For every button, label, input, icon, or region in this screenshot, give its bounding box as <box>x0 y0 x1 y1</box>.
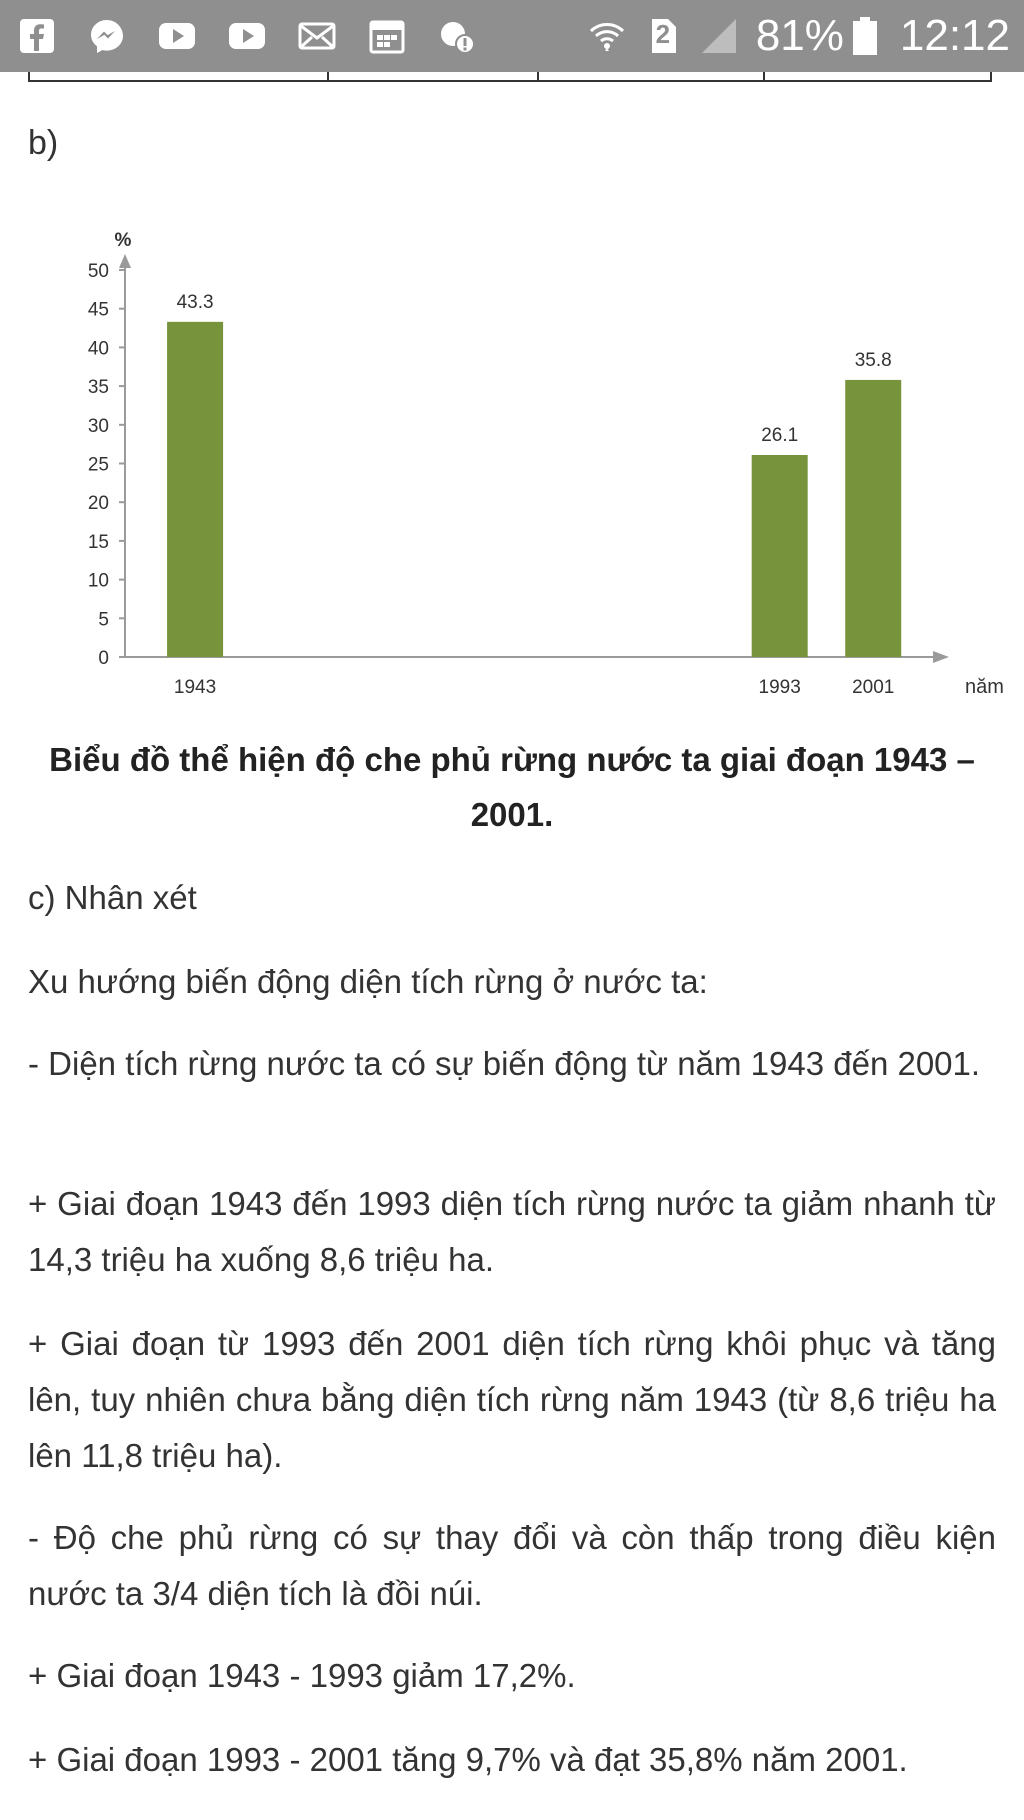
y-axis-label: % <box>114 230 132 251</box>
youtube-icon <box>228 17 266 55</box>
notification-icon <box>438 17 476 55</box>
y-tick-label: 35 <box>87 377 109 399</box>
sim-slot-number: 2 <box>655 19 671 49</box>
signal-icon <box>700 17 738 55</box>
x-tick-label: 1993 <box>758 677 801 698</box>
part-b-label: b) <box>28 124 59 162</box>
battery-icon <box>852 17 878 55</box>
chart-caption: Biểu đồ thể hiện độ che phủ rừng nước ta giai đoạn 1943 – 2001. <box>49 741 975 833</box>
paragraph: + Giai đoạn 1943 - 1993 giảm 17,2%. <box>28 1657 576 1694</box>
paragraph: Xu hướng biến động diện tích rừng ở nước ta: <box>28 963 708 1000</box>
x-tick-label: 2001 <box>852 677 895 698</box>
x-axis-arrow <box>933 651 949 663</box>
forest-cover-chart <box>60 225 1004 705</box>
wifi-icon <box>588 17 626 55</box>
paragraph: + Giai đoạn 1943 đến 1993 diện tích rừng nước ta giảm nhanh từ 14,3 triệu ha xuống 8,6 triệu ha. <box>28 1185 996 1278</box>
y-tick-label: 0 <box>98 648 109 669</box>
y-tick-label: 15 <box>87 531 109 553</box>
section-c-heading: c) Nhân xét <box>28 879 197 916</box>
bar <box>167 322 223 657</box>
x-axis-label: năm <box>965 676 1004 698</box>
facebook-icon <box>18 17 56 55</box>
bar <box>845 380 901 657</box>
table-bottom-edge <box>28 72 992 82</box>
clock: 12:12 <box>899 11 1010 60</box>
x-tick-label: 1943 <box>173 677 217 698</box>
calendar-icon <box>368 17 406 55</box>
y-tick-label: 25 <box>87 454 109 476</box>
paragraph: + Giai đoạn 1993 - 2001 tăng 9,7% và đạt 35,8% năm 2001. <box>28 1741 908 1778</box>
y-tick-label: 45 <box>87 299 109 321</box>
y-axis-arrow <box>119 254 131 268</box>
bar <box>752 455 808 657</box>
data-label: 43.3 <box>176 291 214 313</box>
youtube-icon <box>158 17 196 55</box>
data-label: 35.8 <box>854 349 892 371</box>
paragraph: - Độ che phủ rừng có sự thay đổi và còn thấp trong điều kiện nước ta 3/4 diện tích là đồi núi. <box>28 1519 996 1612</box>
y-tick-label: 10 <box>87 570 109 592</box>
y-tick-label: 20 <box>87 493 109 515</box>
table-column-divider <box>537 72 539 82</box>
sim-card-icon <box>644 17 682 55</box>
email-icon <box>298 17 336 55</box>
paragraph: + Giai đoạn từ 1993 đến 2001 diện tích rừng khôi phục và tăng lên, tuy nhiên chưa bằng diện tích rừng năm 1943 (từ 8,6 triệu ha lên 11,8 triệu ha). <box>28 1325 996 1474</box>
y-tick-label: 50 <box>87 261 109 282</box>
status-bar-notifications <box>18 17 508 55</box>
data-label: 26.1 <box>761 424 799 446</box>
y-tick-label: 40 <box>87 338 109 360</box>
bar-chart <box>60 225 1004 705</box>
y-tick-label: 30 <box>87 415 109 437</box>
messenger-icon <box>88 17 126 55</box>
paragraph: - Diện tích rừng nước ta có sự biến động từ năm 1943 đến 2001. <box>28 1045 981 1082</box>
status-bar-system <box>588 11 1010 61</box>
y-tick-label: 5 <box>98 609 109 631</box>
table-column-divider <box>327 72 329 82</box>
table-column-divider <box>763 72 765 82</box>
status-bar <box>0 0 1024 72</box>
battery-percentage: 81% <box>755 11 844 60</box>
